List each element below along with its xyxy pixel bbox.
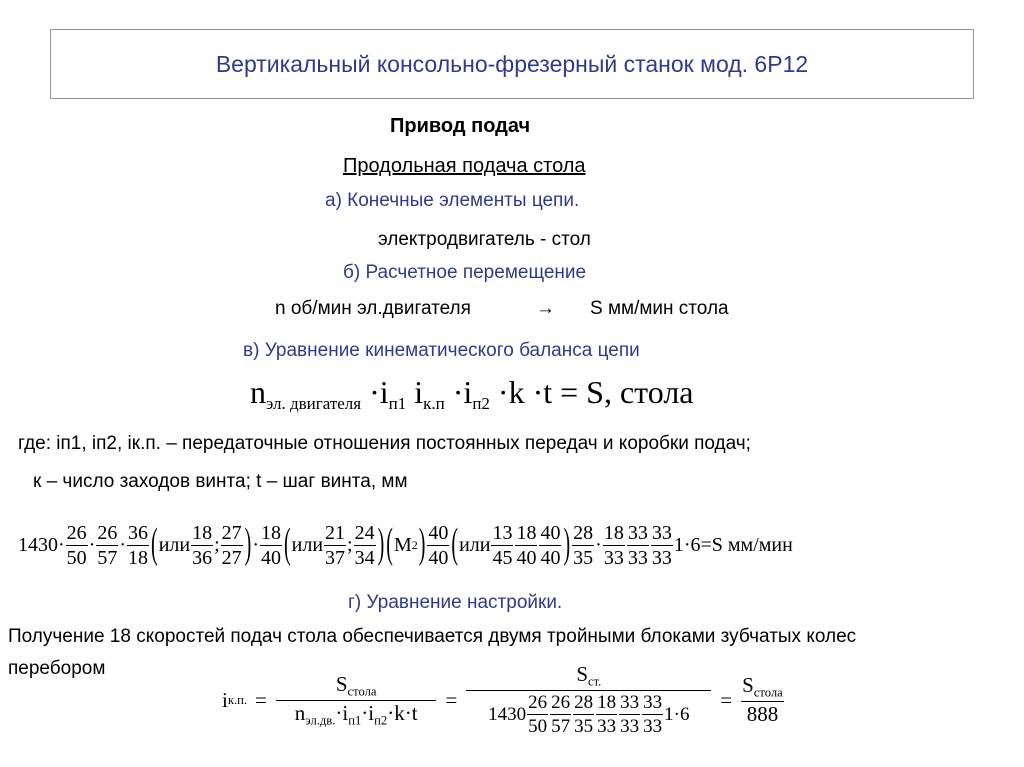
step-b-from: n об/мин эл.двигателя xyxy=(275,298,471,319)
ili-text: или xyxy=(291,534,324,556)
conclusion-line-1: Получение 18 скоростей подач стола обеспечивается двумя тройными блоками зубчатых колес xyxy=(8,626,857,647)
eq-sub-p2: п2 xyxy=(472,393,490,413)
paren-open: ( xyxy=(386,521,393,568)
fraction: $\frac{40}{40}$ xyxy=(540,522,561,569)
step-a-label: а) Конечные элементы цепи. xyxy=(325,190,580,211)
eq-dot: · xyxy=(452,374,464,410)
eq-sub-p1: п1 xyxy=(388,393,407,413)
fraction: $\frac{33}{33}$ xyxy=(651,522,672,569)
step-b-to: S мм/мин стола xyxy=(590,298,729,319)
chain-equation: 1430 · $\frac{26}{50}$ · $\frac{26}{57}$ · $\frac{36}{18}$ ( или $\frac{18}{36}$ ; $\frac{27}{27}$ ) · $\frac{18}{40}$ ( или $\frac{21}{37}$ ; $\frac{24}{34}$ ) ( M 2 ) $\frac{40}{40}$ ( или $\frac{13}{45}$ $\frac{18}{40}$ $\frac{40}{40}$ ) $\frac{28}{35}$ · $\frac{18}{33}$ $\frac{33}{33}$ $\frac{33}{33}$ 1·6 = S мм/мин xyxy=(18,521,793,569)
fraction: $\frac{18}{33}$ xyxy=(603,522,624,569)
m2-sub: 2 xyxy=(411,538,418,552)
setup-equals: = xyxy=(255,687,267,712)
fraction: $\frac{26}{50}$ xyxy=(66,522,87,569)
eq-dot: · xyxy=(369,374,380,410)
setup-equation xyxy=(222,664,785,736)
eq-i: i xyxy=(414,374,424,410)
eq-equals: = xyxy=(560,374,579,410)
page-title: Вертикальный консольно-фрезерный станок мод. 6Р12 xyxy=(215,50,809,77)
fraction: $\frac{36}{18}$ xyxy=(128,522,149,569)
eq-i: i xyxy=(463,374,473,410)
setup-equals: = xyxy=(720,687,733,712)
chain-start: 1430 xyxy=(18,534,58,556)
step-b-arrow: → xyxy=(536,298,555,319)
step-a-value: электродвигатель - стол xyxy=(378,229,591,250)
conclusion-line-2: перебором xyxy=(8,658,106,679)
fraction: $\frac{18}{40}$ xyxy=(260,522,281,569)
paren-close: ) xyxy=(563,521,571,568)
fraction: $\frac{40}{40}$ xyxy=(428,522,449,569)
eq-t: t xyxy=(543,374,553,410)
setup-fraction-1: $\frac{S_{стола}}{n_{эл.дв.}\cdot i_{п1}\cdot i_{п2}\cdot k\cdot t}$ xyxy=(276,674,437,727)
fraction: $\frac{13}{45}$ xyxy=(492,522,513,569)
paren-close: ) xyxy=(244,521,252,568)
setup-fraction-2: $S_{ст.}$ 1430 $\frac{26}{50}$ $\frac{26}{57}$ $\frac{28}{35}$ $\frac{18}{33}$ $\frac{33}{33}$ $\frac{33}{33}$ 1·6 xyxy=(466,664,711,736)
eq-dot: · xyxy=(497,374,509,410)
paren-open: ( xyxy=(283,521,291,568)
paren-close: ) xyxy=(377,521,385,568)
paren-close: ) xyxy=(418,521,426,568)
section-subheading: Продольная подача стола xyxy=(343,155,586,177)
where-line-2: к – число заходов винта; t – шаг винта, мм xyxy=(33,471,408,492)
eq-k: k xyxy=(508,374,525,410)
title-box xyxy=(50,29,974,99)
setup-i-sub: к.п. xyxy=(227,692,247,707)
fraction: $\frac{18}{40}$ xyxy=(516,522,537,569)
eq-rhs: S, стола xyxy=(586,374,694,410)
paren-open: ( xyxy=(451,521,459,568)
fraction: $\frac{33}{33}$ xyxy=(627,522,648,569)
setup-i: i xyxy=(222,687,228,712)
step-b-label: б) Расчетное перемещение xyxy=(343,262,587,283)
chain-tail: 1·6 xyxy=(673,534,701,556)
setup-fraction-3: $\frac{S_{стола}}{888}$ xyxy=(742,673,783,726)
m2-text: M xyxy=(393,534,412,556)
section-heading: Привод подач xyxy=(390,115,531,137)
eq-n: n xyxy=(250,374,266,410)
chain-equals: = xyxy=(700,534,712,556)
step-c-label: в) Уравнение кинематического баланса цепи xyxy=(243,340,640,361)
step-d-label: г) Уравнение настройки. xyxy=(348,592,563,613)
setup-equals: = xyxy=(445,687,458,712)
paren-open: ( xyxy=(151,521,158,568)
ili-text: или xyxy=(158,534,191,556)
fraction: $\frac{24}{34}$ xyxy=(354,522,375,569)
fraction: $\frac{26}{57}$ xyxy=(97,522,118,569)
fraction: $\frac{27}{27}$ xyxy=(221,522,242,569)
where-line-1: где: iп1, iп2, iк.п. – передаточные отношения постоянных передач и коробки подач; xyxy=(18,433,751,454)
chain-rhs: S мм/мин xyxy=(711,534,793,556)
fraction: $\frac{28}{35}$ xyxy=(573,522,594,569)
ili-text: или xyxy=(459,534,491,556)
eq-i: i xyxy=(379,374,389,410)
balance-equation xyxy=(250,374,693,414)
fraction: $\frac{21}{37}$ xyxy=(325,522,346,569)
eq-sub-kp: к.п xyxy=(423,393,445,413)
eq-n-sub: эл. двигателя xyxy=(266,393,362,413)
eq-dot: · xyxy=(532,374,544,410)
fraction: $\frac{18}{36}$ xyxy=(192,522,213,569)
